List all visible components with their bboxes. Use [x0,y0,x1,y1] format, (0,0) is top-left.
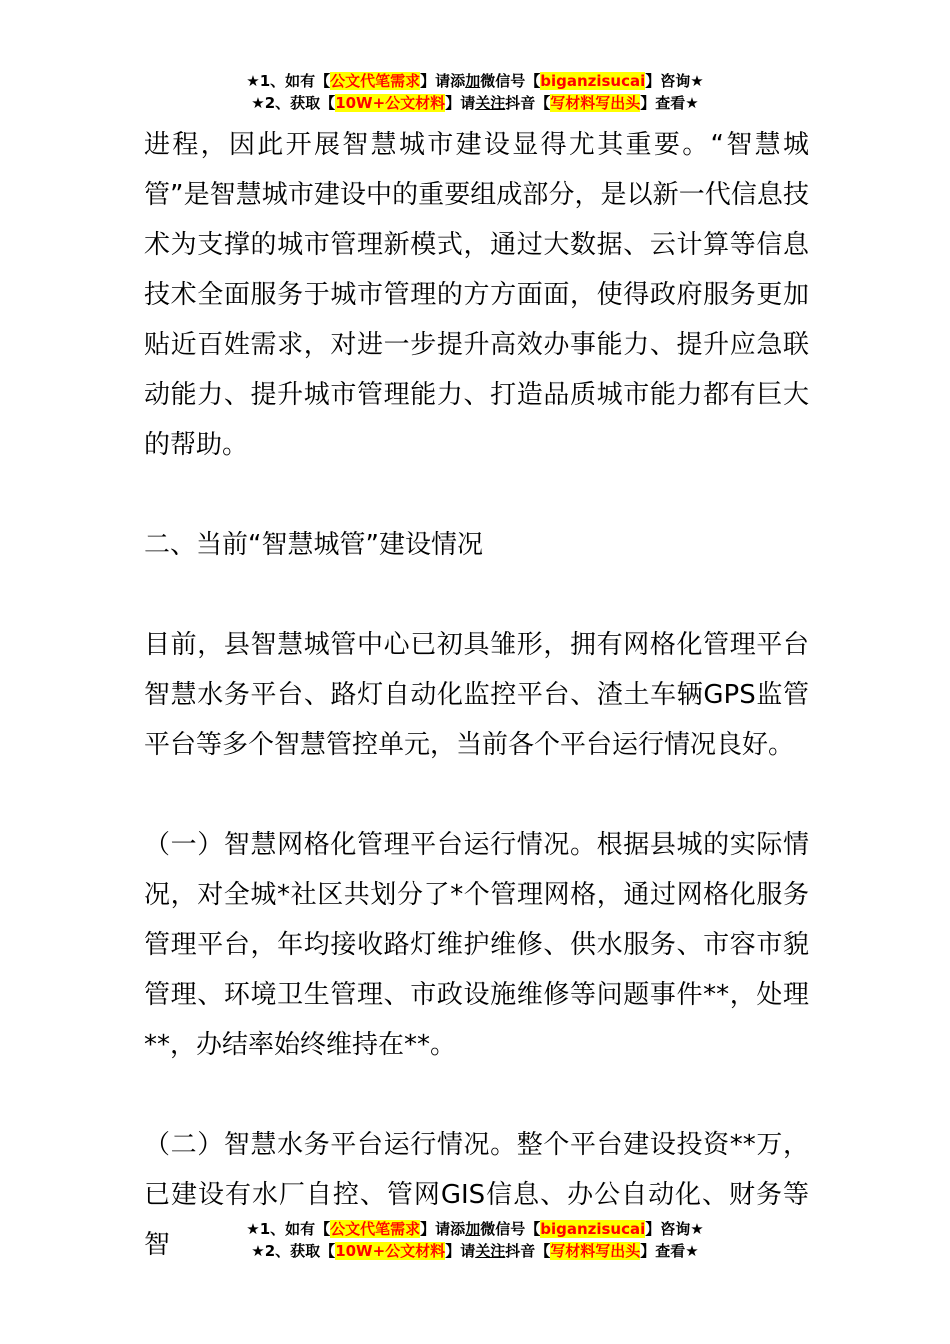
banner-highlight: 公文代笔需求 [330,1220,421,1238]
section-heading: 二、当前“智慧城管”建设情况 [144,530,483,560]
banner-text: ★2、获取【 [251,94,336,112]
banner-text: ★2、获取【 [251,1242,336,1260]
header-banner-line-1 [0,70,950,92]
banner-text: 微信号【 [480,1220,541,1238]
banner-underlined-text: 关注 [475,1242,506,1260]
header-banner [0,70,950,114]
banner-underlined-text: 加 [465,1220,481,1238]
banner-text: 】请 [445,94,476,112]
banner-text: ★1、如有【 [246,72,331,90]
banner-highlight: 公文代笔需求 [330,72,421,90]
body-paragraph: 目前，县智慧城管中心已初具雏形，拥有网格化管理平台智慧水务平台、路灯自动化监控平台、渣土车辆GPS监管平台等多个智慧管控单元，当前各个平台运行情况良好。 [144,630,809,760]
banner-highlight: 10W+公文材料 [335,1242,446,1260]
banner-highlight: biganzisucai [540,1220,646,1238]
banner-text: ★1、如有【 [246,1220,331,1238]
footer-banner-line-2 [0,1240,950,1262]
footer-banner [0,1218,950,1262]
body-paragraph: （一）智慧网格化管理平台运行情况。根据县城的实际情况，对全城*社区共划分了*个管理网格，通过网格化服务管理平台，年均接收路灯维护维修、供水服务、市容市貌管理、环境卫生管理、市政设施维修等问题事件**，处理**，办结率始终维持在**。 [144,830,809,1060]
banner-text: 】查看★ [640,1242,699,1260]
banner-text: 抖音【 [505,94,551,112]
document-body [144,120,809,1270]
header-banner-line-2 [0,92,950,114]
banner-underlined-text: 关注 [475,94,506,112]
body-paragraph: （二）智慧水务平台运行情况。整个平台建设投资**万，已建设有水厂自控、管网GIS信息、办公自动化、财务等智 [144,1130,809,1260]
body-paragraph: 进程，因此开展智慧城市建设显得尤其重要。“智慧城管”是智慧城市建设中的重要组成部分，是以新一代信息技术为支撑的城市管理新模式，通过大数据、云计算等信息技术全面服务于城市管理的方方面面，使得政府服务更加贴近百姓需求，对进一步提升高效办事能力、提升应急联动能力、提升城市管理能力、打造品质城市能力都有巨大的帮助。 [144,130,809,460]
banner-underlined-text: 加 [465,72,481,90]
banner-text: 抖音【 [505,1242,551,1260]
banner-text: 】请添 [420,72,466,90]
banner-text: 】请添 [420,1220,466,1238]
banner-text: 】查看★ [640,94,699,112]
banner-highlight: 写材料写出头 [550,94,641,112]
banner-highlight: 10W+公文材料 [335,94,446,112]
banner-highlight: 写材料写出头 [550,1242,641,1260]
banner-text: 】咨询★ [645,1220,704,1238]
banner-text: 】请 [445,1242,476,1260]
banner-text: 微信号【 [480,72,541,90]
banner-highlight: biganzisucai [540,72,646,90]
banner-text: 】咨询★ [645,72,704,90]
footer-banner-line-1 [0,1218,950,1240]
